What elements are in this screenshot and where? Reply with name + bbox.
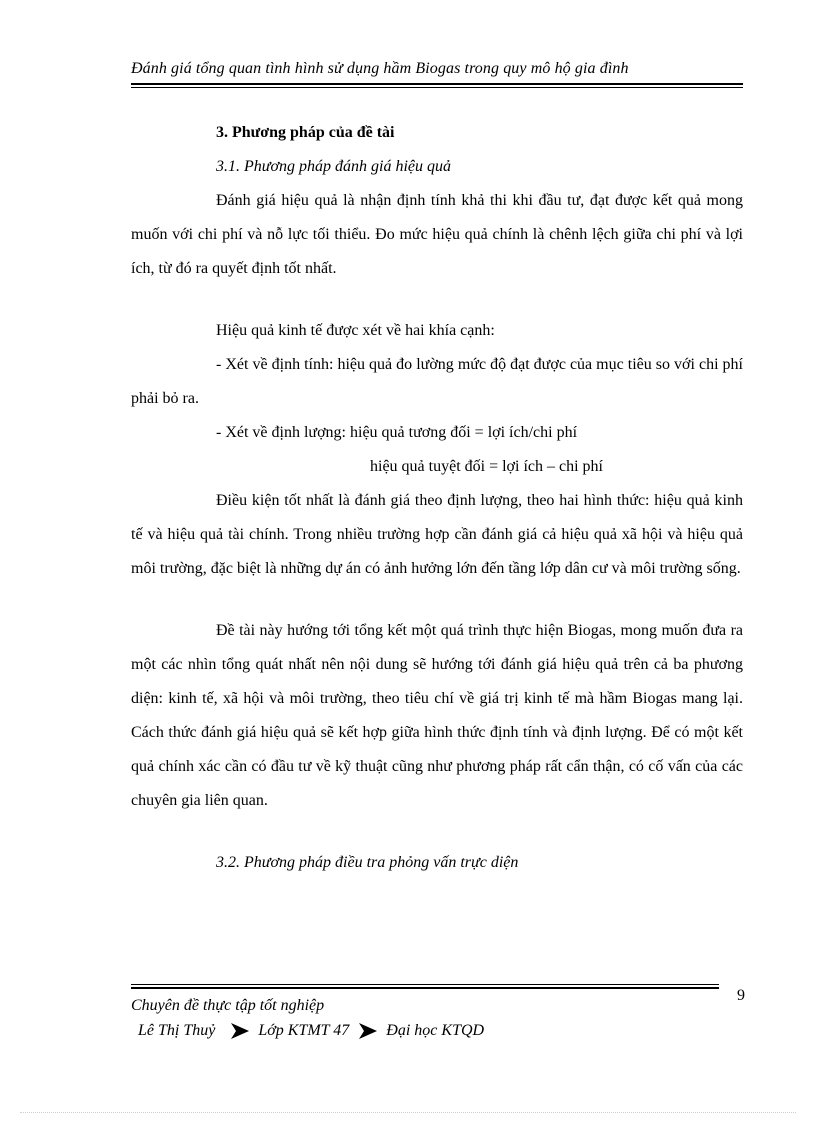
paragraph-4: - Xét về định lượng: hiệu quả tương đối = lợi ích/chi phí: [216, 424, 578, 441]
paragraph-7: Đề tài này hướng tới tổng kết một quá trình thực hiện Biogas, mong muốn đưa ra một các nhìn tổng quát nhất nên nội dung sẽ hướng tới đánh giá hiệu quả trên cả ba phương diện: kinh tế, xã hội và môi trường, theo tiêu chí về giá trị kinh tế mà hầm Biogas mang lại. Cách thức đánh giá hiệu quả sẽ kết hợp giữa hình thức định tính và định lượng. Để có một kết quả chính xác cần có đầu tư về kỹ thuật cũng như phương pháp rất cẩn thận, có cố vấn của các chuyên gia liên quan.: [131, 622, 743, 809]
arrowhead-icon: [231, 1023, 249, 1039]
footer-school: Đại học KTQD: [386, 1022, 485, 1039]
footer-author: Lê Thị Thuỷ: [138, 1022, 216, 1039]
paragraph-2: Hiệu quả kinh tế được xét về hai khía cạnh:: [216, 322, 495, 339]
running-header: Đánh giá tổng quan tình hình sử dụng hầm Biogas trong quy mô hộ gia đình: [131, 60, 629, 77]
footer-rule: [131, 984, 719, 989]
subsection-heading-3-2: 3.2. Phương pháp điều tra phỏng vấn trực diện: [216, 854, 519, 871]
footer-class: Lớp KTMT 47: [258, 1022, 350, 1039]
header-rule: [131, 83, 743, 88]
subsection-heading-3-1: 3.1. Phương pháp đánh giá hiệu quả: [216, 158, 452, 175]
paragraph-5: hiệu quả tuyệt đối = lợi ích – chi phí: [370, 458, 603, 475]
section-heading: 3. Phương pháp của đề tài: [216, 124, 395, 141]
paragraph-6: Điều kiện tốt nhất là đánh giá theo định lượng, theo hai hình thức: hiệu quả kinh tế và hiệu quả tài chính. Trong nhiều trường hợp cần đánh giá cả hiệu quả xã hội và hiệu quả môi trường, đặc biệt là những dự án có ảnh hưởng lớn đến tầng lớp dân cư và môi trường sống.: [131, 492, 743, 577]
arrowhead-icon: [359, 1023, 377, 1039]
paragraph-3: - Xét về định tính: hiệu quả đo lường mức độ đạt được của mục tiêu so với chi phí phải bỏ ra.: [131, 356, 743, 407]
page-body: [131, 116, 743, 880]
footer-title: Chuyên đề thực tập tốt nghiệp: [131, 997, 325, 1014]
footer-credits: [138, 1022, 484, 1040]
page-number: 9: [737, 987, 745, 1004]
paragraph-1: Đánh giá hiệu quả là nhận định tính khả thi khi đầu tư, đạt được kết quả mong muốn với chi phí và nỗ lực tối thiểu. Đo mức hiệu quả chính là chênh lệch giữa chi phí và lợi ích, từ đó ra quyết định tốt nhất.: [131, 192, 743, 277]
page-edge-divider: [20, 1112, 796, 1113]
